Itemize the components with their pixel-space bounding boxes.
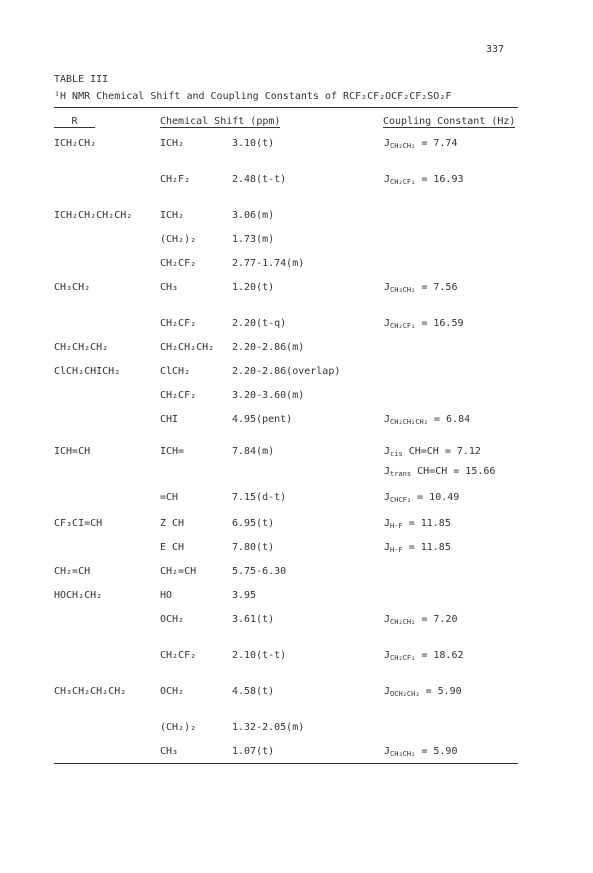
r-cell: CH₂=CH (54, 566, 91, 577)
r-cell: CH₃CH₂CH₂CH₂ (54, 686, 127, 697)
coupling-cell: $J_{H-F} = 11.85$ (384, 542, 451, 554)
group-cell: CH₂F₂ (160, 174, 191, 185)
table-row (0, 466, 593, 478)
table-row (0, 318, 593, 330)
group-cell: ICH= (160, 446, 185, 457)
shift-cell: 7.84(m) (232, 446, 275, 457)
r-cell: ICH₂CH₂ (54, 138, 97, 149)
shift-cell: 2.20(t-q) (232, 318, 287, 329)
r-cell: CH₃CH₂ (54, 282, 91, 293)
group-cell: CH₂CF₂ (160, 318, 197, 329)
shift-cell: 3.06(m) (232, 210, 275, 221)
group-cell: OCH₂ (160, 614, 185, 625)
r-cell: ICH=CH (54, 446, 91, 457)
group-cell: ClCH₂ (160, 366, 191, 377)
table-row (0, 722, 593, 734)
coupling-cell: $J_{CH_3CH_2} = 5.90$ (384, 746, 458, 758)
coupling-cell: $J_{cis}$ CH=CH = 7.12 (384, 446, 481, 458)
r-cell: ICH₂CH₂CH₂CH₂ (54, 210, 133, 221)
table-row (0, 542, 593, 554)
group-cell: CH₂CF₂ (160, 258, 197, 269)
shift-cell: 2.20-2.86(overlap) (232, 366, 341, 377)
table-row (0, 390, 593, 402)
group-cell: CH₂CH₂CH₂ (160, 342, 215, 353)
shift-cell: 2.10(t-t) (232, 650, 287, 661)
shift-cell: 2.77-1.74(m) (232, 258, 305, 269)
shift-cell: 3.61(t) (232, 614, 275, 625)
group-cell: CH₃ (160, 746, 179, 757)
r-cell: CH₂CH₂CH₂ (54, 342, 109, 353)
table-row (0, 210, 593, 222)
table-row (0, 234, 593, 246)
shift-cell: 1.07(t) (232, 746, 275, 757)
shift-cell: 3.10(t) (232, 138, 275, 149)
shift-cell: 2.48(t-t) (232, 174, 287, 185)
table-row (0, 492, 593, 504)
shift-cell: 4.95(pent) (232, 414, 293, 425)
shift-cell: 1.20(t) (232, 282, 275, 293)
table-row (0, 590, 593, 602)
group-cell: (CH₂)₂ (160, 234, 197, 245)
coupling-cell: $J_{CH_2CH_2} = 7.74$ (384, 138, 458, 150)
coupling-cell: $J_{CH_2CF_2} = 16.93$ (384, 174, 464, 186)
coupling-cell: $J_{trans}$ CH=CH = 15.66 (384, 466, 496, 478)
bottom-rule (54, 763, 518, 764)
shift-cell: 1.73(m) (232, 234, 275, 245)
coupling-cell: $J_{CH_2CH_2CH_2} = 6.84$ (384, 414, 471, 426)
shift-cell: 1.32-2.05(m) (232, 722, 305, 733)
group-cell: CH₂CF₂ (160, 390, 197, 401)
table-row (0, 138, 593, 150)
table-caption: ¹H NMR Chemical Shift and Coupling Constants of RCF₂CF₂OCF₂CF₂SO₂F (54, 91, 452, 102)
coupling-cell: $J_{OCH_2CH_2} = 5.90$ (384, 686, 462, 698)
table-row (0, 258, 593, 270)
group-cell: =CH (160, 492, 179, 503)
group-cell: CH₃ (160, 282, 179, 293)
page-number: 337 (486, 44, 505, 55)
table-row (0, 614, 593, 626)
coupling-cell: $J_{CH_3CH_2} = 7.56$ (384, 282, 458, 294)
shift-cell: 7.15(d-t) (232, 492, 287, 503)
group-cell: (CH₂)₂ (160, 722, 197, 733)
coupling-cell: $J_{CH_2CH_2} = 7.20$ (384, 614, 458, 626)
table-row (0, 518, 593, 530)
group-cell: OCH₂ (160, 686, 185, 697)
shift-cell: 5.75-6.30 (232, 566, 287, 577)
coupling-cell: $J_{H-F} = 11.85$ (384, 518, 451, 530)
shift-cell: 3.95 (232, 590, 257, 601)
shift-cell: 7.80(t) (232, 542, 275, 553)
table-row (0, 746, 593, 758)
table-row (0, 342, 593, 354)
header-chemical-shift: Chemical Shift (ppm) (160, 116, 281, 127)
header-r: R (54, 116, 95, 128)
table-row (0, 282, 593, 294)
table-row (0, 650, 593, 662)
group-cell: ICH₂ (160, 210, 185, 221)
group-cell: ICH₂ (160, 138, 185, 149)
coupling-cell: $J_{CHCF_2} = 10.49$ (384, 492, 460, 504)
coupling-cell: $J_{CH_2CF_2} = 16.59$ (384, 318, 464, 330)
r-cell: ClCH₂CHICH₂ (54, 366, 121, 377)
header-coupling-constant: Coupling Constant (Hz) (383, 116, 516, 127)
shift-cell: 3.20-3.60(m) (232, 390, 305, 401)
group-cell: Z CH (160, 518, 185, 529)
shift-cell: 6.95(t) (232, 518, 275, 529)
shift-cell: 2.20-2.86(m) (232, 342, 305, 353)
table-row (0, 446, 593, 458)
coupling-cell: $J_{CH_2CF_2} = 18.62$ (384, 650, 464, 662)
table-row (0, 174, 593, 186)
table-row (0, 414, 593, 426)
table-row (0, 366, 593, 378)
group-cell: HO (160, 590, 173, 601)
group-cell: E CH (160, 542, 185, 553)
group-cell: CH₂=CH (160, 566, 197, 577)
shift-cell: 4.58(t) (232, 686, 275, 697)
top-rule (54, 107, 518, 108)
table-row (0, 686, 593, 698)
r-cell: HOCH₂CH₂ (54, 590, 103, 601)
r-cell: CF₃CI=CH (54, 518, 103, 529)
table-label: TABLE III (54, 74, 109, 85)
group-cell: CHI (160, 414, 179, 425)
table-row (0, 566, 593, 578)
group-cell: CH₂CF₂ (160, 650, 197, 661)
